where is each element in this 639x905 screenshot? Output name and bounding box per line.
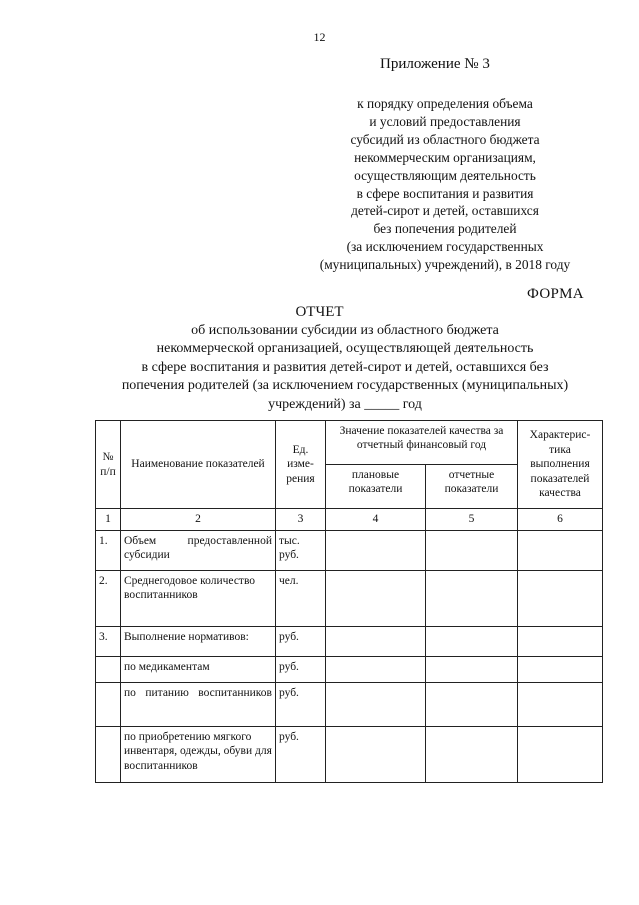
row-unit: руб. [276, 727, 326, 783]
row-name: по приобретению мягкого инвентаря, одежды, обуви для воспитанников [121, 727, 276, 783]
row-planned-cell [326, 571, 426, 627]
header-unit: Ед. изме- рения [276, 421, 326, 509]
row-actual-cell [426, 727, 518, 783]
row-num [96, 727, 121, 783]
appendix-line: и условий предоставления [369, 113, 521, 129]
column-number: 1 [96, 509, 121, 531]
appendix-line: (муниципальных) учреждений), в 2018 году [319, 257, 571, 273]
row-planned-cell [326, 627, 426, 657]
table-row [96, 727, 603, 783]
report-title: ОТЧЕТ [295, 304, 344, 320]
row-unit: чел. [276, 571, 326, 627]
row-planned-cell [326, 727, 426, 783]
column-number: 2 [121, 509, 276, 531]
appendix-text [280, 95, 610, 274]
row-num: 3. [96, 627, 121, 657]
header-actual: отчетные показатели [426, 465, 518, 509]
header-planned: плановые показатели [326, 465, 426, 509]
row-name: Объем предоставленной субсидии [121, 531, 276, 571]
report-table [95, 420, 603, 783]
column-numbers-row [96, 509, 603, 531]
table-row [96, 627, 603, 657]
row-unit: руб. [276, 657, 326, 683]
form-label: ФОРМА [527, 286, 584, 302]
row-name: Выполнение нормативов: [121, 627, 276, 657]
row-characteristic-cell [518, 727, 603, 783]
row-characteristic-cell [518, 571, 603, 627]
row-actual-cell [426, 571, 518, 627]
header-characteristic: Характерис- тика выполнения показателей качества [518, 421, 603, 509]
table-row [96, 531, 603, 571]
row-unit: руб. [276, 627, 326, 657]
appendix-line: осуществляющим деятельность [354, 167, 536, 183]
report-subtitle [80, 322, 610, 414]
row-characteristic-cell [518, 683, 603, 727]
header-num: № п/п [96, 421, 121, 509]
column-number: 5 [426, 509, 518, 531]
row-planned-cell [326, 657, 426, 683]
table-row [96, 683, 603, 727]
row-characteristic-cell [518, 531, 603, 571]
row-num: 2. [96, 571, 121, 627]
row-unit: тыс. руб. [276, 531, 326, 571]
report-line: учреждений) за _____ год [268, 396, 422, 412]
column-number: 4 [326, 509, 426, 531]
header-values-group: Значение показателей качества за отчетный финансовый год [326, 421, 518, 465]
appendix-line: без попечения родителей [373, 221, 517, 237]
row-num [96, 657, 121, 683]
column-number: 6 [518, 509, 603, 531]
report-line: об использовании субсидии из областного бюджета [191, 323, 499, 338]
page-number: 12 [313, 30, 326, 44]
row-actual-cell [426, 627, 518, 657]
row-characteristic-cell [518, 657, 603, 683]
row-actual-cell [426, 531, 518, 571]
report-line: попечения родителей (за исключением государственных (муниципальных) [121, 378, 569, 394]
table-row [96, 571, 603, 627]
appendix-title: Приложение № 3 [380, 56, 490, 72]
row-num: 1. [96, 531, 121, 571]
table-header-row [96, 421, 603, 465]
appendix-line: некоммерческим организациям, [354, 149, 536, 165]
appendix-line: к порядку определения объема [357, 96, 533, 111]
row-num [96, 683, 121, 727]
report-line: в сфере воспитания и развития детей-сирот и детей, оставшихся без [141, 359, 549, 375]
column-number: 3 [276, 509, 326, 531]
row-name: по медикаментам [121, 657, 276, 683]
row-name: Среднегодовое количество воспитанников [121, 571, 276, 627]
row-actual-cell [426, 683, 518, 727]
appendix-line: в сфере воспитания и развития [356, 185, 534, 201]
appendix-line: (за исключением государственных [346, 239, 544, 255]
row-unit: руб. [276, 683, 326, 727]
appendix-line: детей-сирот и детей, оставшихся [351, 203, 539, 219]
row-characteristic-cell [518, 627, 603, 657]
row-name: по питанию воспитанников [121, 683, 276, 727]
table-row [96, 657, 603, 683]
report-line: некоммерческой организацией, осуществляющей деятельность [156, 341, 534, 357]
appendix-line: субсидий из областного бюджета [350, 131, 540, 147]
header-name: Наименование показателей [121, 421, 276, 509]
row-planned-cell [326, 531, 426, 571]
row-planned-cell [326, 683, 426, 727]
row-actual-cell [426, 657, 518, 683]
